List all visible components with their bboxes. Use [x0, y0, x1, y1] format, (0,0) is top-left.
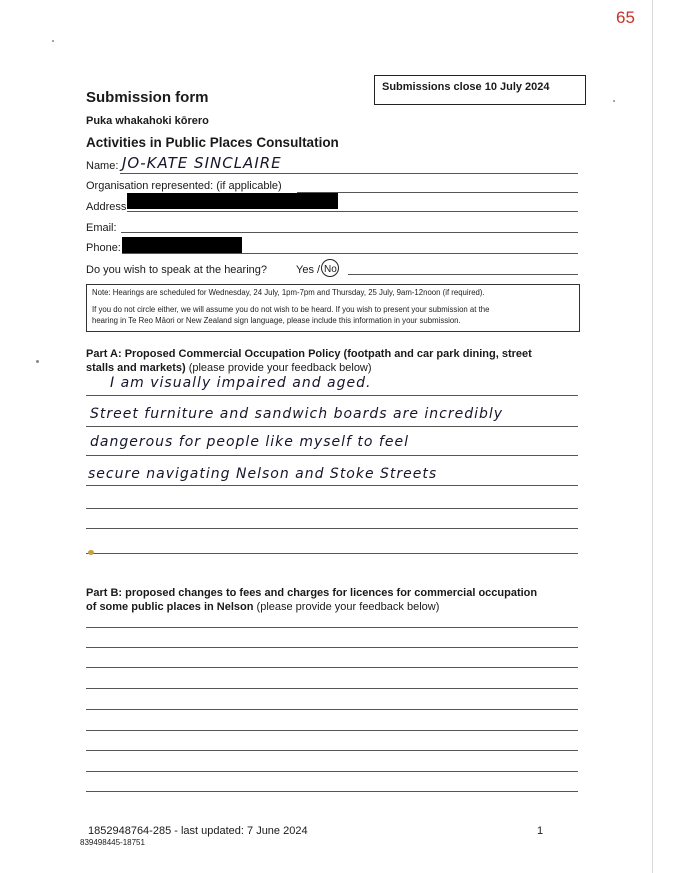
page-number: 65	[616, 8, 635, 27]
maori-subtitle: Puka whakahoki kōrero	[86, 115, 209, 127]
scan-mark	[88, 550, 94, 555]
part-b-line	[86, 791, 578, 792]
address-label: Address	[86, 201, 127, 213]
scan-speck	[613, 100, 615, 102]
name-line	[120, 173, 578, 174]
closes-notice: Submissions close 10 July 2024	[382, 81, 550, 93]
name-label: Name:	[86, 160, 119, 172]
part-a-response-2: Street furniture and sandwich boards are incredibly	[90, 406, 504, 422]
email-line	[121, 232, 578, 233]
footer-doc-ref: 1852948764-285 - last updated: 7 June 2024	[88, 825, 308, 837]
part-a-heading-line1: Part A: Proposed Commercial Occupation Policy (footpath and car park dining, street	[86, 348, 532, 360]
address-redaction	[127, 193, 338, 209]
note-line-1: Note: Hearings are scheduled for Wednesday, 24 July, 1pm-7pm and Thursday, 25 July, 9am-12noon (if required).	[92, 288, 485, 297]
hearing-line	[348, 274, 578, 275]
part-a-heading-instruction: (please provide your feedback below)	[185, 362, 372, 374]
footer-page-number: 1	[537, 825, 544, 837]
hearing-question: Do you wish to speak at the hearing?	[86, 264, 268, 276]
part-a-heading	[86, 347, 586, 375]
hearing-yes: Yes /	[296, 264, 321, 276]
part-b-line	[86, 627, 578, 628]
part-b-line	[86, 667, 578, 668]
part-a-line	[86, 455, 578, 456]
part-b-heading	[86, 586, 586, 614]
part-b-line	[86, 771, 578, 772]
note-line-2: If you do not circle either, we will assume you do not wish to be heard. If you wish to present your submission at the	[92, 305, 490, 314]
phone-label: Phone:	[86, 242, 121, 254]
part-a-response-4: secure navigating Nelson and Stoke Streets	[88, 466, 438, 482]
part-a-response-3: dangerous for people like myself to feel	[90, 434, 409, 450]
part-b-heading-line2: of some public places in Nelson	[86, 601, 254, 613]
part-b-heading-instruction: (please provide your feedback below)	[253, 601, 440, 613]
email-label: Email:	[86, 222, 117, 234]
part-b-line	[86, 750, 578, 751]
phone-line	[122, 253, 578, 254]
part-a-line	[86, 508, 578, 509]
organisation-label: Organisation represented: (if applicable)	[86, 180, 282, 192]
hearing-no: No	[324, 264, 337, 275]
part-b-line	[86, 730, 578, 731]
part-b-heading-line1: Part B: proposed changes to fees and charges for licences for commercial occupation	[86, 587, 538, 599]
part-a-response-1: I am visually impaired and aged.	[110, 375, 372, 391]
part-a-line	[86, 553, 578, 554]
page-edge-line	[652, 0, 653, 873]
part-b-line	[86, 709, 578, 710]
organisation-line	[297, 192, 578, 193]
footer-doc-id: 839498445-18751	[80, 838, 145, 847]
scan-speck	[52, 40, 54, 42]
consultation-title: Activities in Public Places Consultation	[86, 135, 339, 150]
part-a-line	[86, 528, 578, 529]
part-a-line	[86, 485, 578, 486]
part-b-line	[86, 688, 578, 689]
part-a-line	[86, 426, 578, 427]
name-value: JO-KATE SINCLAIRE	[122, 154, 282, 172]
part-a-heading-line2: stalls and markets)	[86, 362, 186, 374]
scan-speck	[36, 360, 39, 363]
form-title: Submission form	[86, 89, 209, 106]
part-b-line	[86, 647, 578, 648]
note-line-3: hearing in Te Reo Māori or New Zealand sign language, please include this information in your submission.	[92, 316, 461, 325]
address-line	[127, 211, 578, 212]
phone-redaction	[122, 237, 242, 253]
part-a-line	[86, 395, 578, 396]
